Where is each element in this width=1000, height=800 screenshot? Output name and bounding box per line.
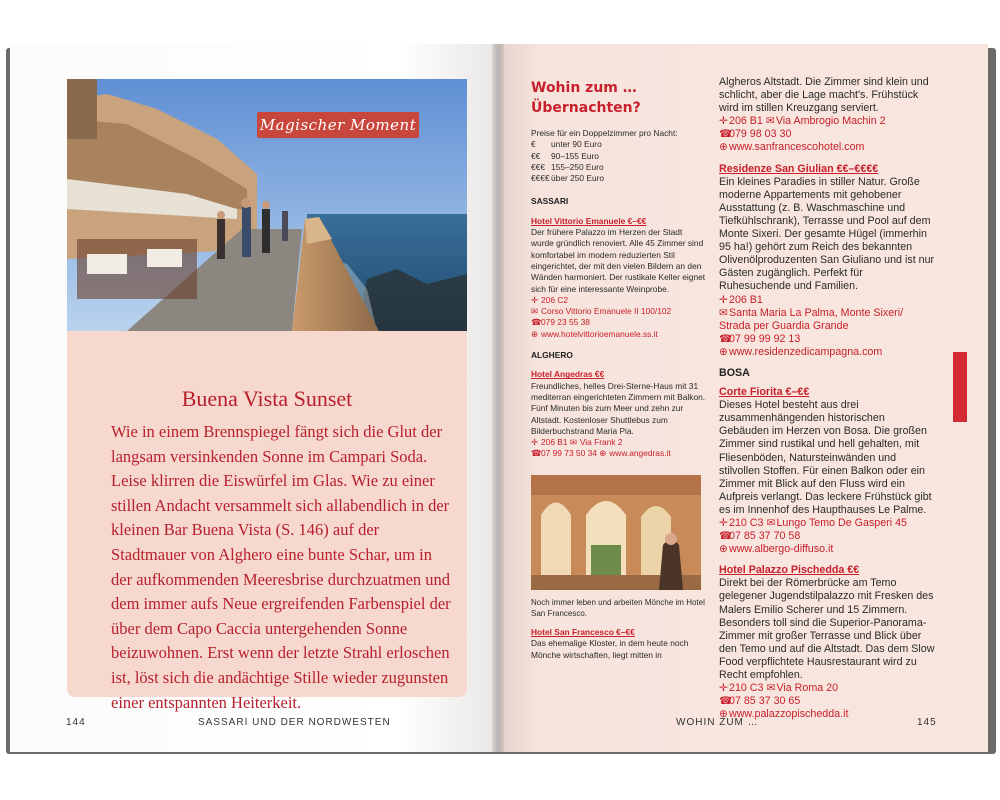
- phone-icon: ☎: [531, 317, 542, 328]
- address: Lungo Temo De Gasperi 45: [776, 517, 907, 529]
- photo-caption: Noch immer leben und arbeiten Mönche im Hotel San Francesco.: [531, 598, 705, 618]
- map-pin-icon: ✛: [719, 517, 728, 529]
- hotel-description: Dieses Hotel besteht aus drei zusammenhängenden historischen Gebäuden im Herzen von Bosa. Die großen Zimmer sind rustikal und hell gehalten, mit Fliesenböden, Natursteinwänden und stilvollen Stoffen. Für einen Balkon oder ein Zimmer mit Blick auf den Fluss wird ein Aufpreis verlangt. Das leckere Frühstück gibt es im Innenhof des Haupthauses Le Palme.: [719, 399, 932, 516]
- map-ref: 206 B1: [729, 293, 763, 306]
- hotel-entry: [719, 163, 937, 359]
- phone-icon: ☎: [719, 128, 733, 141]
- hotel-description-continued: Algheros Altstadt. Die Zimmer sind klein und schlicht, aber die Lage macht's. Frühstück wird im stillen Kreuzgang serviert.: [719, 76, 929, 115]
- address: Via Ambrogio Machin 2: [775, 115, 886, 128]
- map-ref: 210 C3: [729, 682, 764, 695]
- map-pin-icon: ✛: [719, 682, 728, 695]
- hotel-entry: [719, 564, 937, 721]
- hotel-name: Corte Fiorita €–€€: [719, 386, 810, 399]
- region-sassari: SASSARI: [531, 196, 569, 207]
- envelope-icon: ✉: [569, 437, 577, 448]
- region-alghero: ALGHERO: [531, 350, 573, 361]
- left-running-head: SASSARI UND DER NORDWESTEN: [198, 717, 391, 728]
- address: Santa Maria La Palma, Monte Sixeri/ Strada per Guardia Grande: [719, 306, 904, 332]
- hotel-entry: [531, 216, 706, 340]
- map-ref: 210 C3: [729, 517, 764, 529]
- hotel-description: Der frühere Palazzo im Herzen der Stadt wurde gründlich renoviert. Alle 45 Zimmer sind komfortabel im modern reduzierten Stil eingerichtet, der mit den vielen Bildern an den Wänden harmoniert. Der rustikale Keller eignet sich für eine interessante Weinprobe.: [531, 227, 706, 294]
- phone-icon: ☎: [719, 695, 733, 708]
- hotel-name: Hotel San Francesco €–€€: [531, 627, 635, 638]
- envelope-icon: ✉: [766, 682, 776, 695]
- address: Corso Vittorio Emanuele II 100/102: [541, 306, 672, 317]
- right-column-1: [531, 78, 706, 668]
- website-link[interactable]: www.palazzopischedda.it: [729, 708, 849, 721]
- envelope-icon: ✉: [765, 115, 775, 128]
- right-column-2: [719, 76, 937, 729]
- hotel-entry-continued: [719, 76, 937, 155]
- map-ref: 206 B1: [729, 115, 763, 128]
- envelope-icon: ✉: [531, 306, 539, 317]
- hotel-entry: [531, 627, 706, 661]
- hotel-description: Direkt bei der Römerbrücke am Temo gelegener Jugendstilpalazzo mit Fresken des Malers Emilio Scherer und 15 Zimmern. Besonders toll sind die Superior-Panorama-Zimmer mit großer Terrasse und Blick über den Temo und auf die Altstadt. Das dem Slow Food verpflichtete Hausrestaurant wird zu Recht empfohlen.: [719, 577, 935, 682]
- map-pin-icon: ✛: [531, 294, 539, 305]
- magic-moment-badge: Magischer Moment: [257, 112, 419, 138]
- cloister-photo: [531, 475, 701, 590]
- magic-moment-card: [67, 79, 467, 712]
- website-link[interactable]: www.residenzedicampagna.com: [729, 345, 883, 358]
- section-heading-line1: Wohin zum …: [531, 80, 637, 96]
- phone-icon: ☎: [531, 448, 542, 459]
- website-link[interactable]: www.angedras.it: [609, 448, 671, 459]
- map-pin-icon: ✛: [531, 437, 539, 448]
- price-row: €€€€über 250 Euro: [531, 173, 605, 184]
- website-link[interactable]: www.albergo-diffuso.it: [729, 543, 834, 556]
- phone: 07 85 37 30 65: [729, 695, 801, 708]
- globe-icon: ⊕: [719, 708, 728, 721]
- phone-icon: ☎: [719, 332, 733, 345]
- section-heading-line2: Übernachten?: [531, 100, 641, 116]
- globe-icon: ⊕: [719, 345, 728, 358]
- map-pin-icon: ✛: [719, 115, 728, 128]
- hotel-entry: [719, 386, 937, 556]
- phone: 07 85 37 70 58: [729, 530, 801, 543]
- region-bosa: BOSA: [719, 366, 750, 379]
- hotel-description: Freundliches, helles Drei-Sterne-Haus mit 31 mediterran eingerichteten Zimmern mit Balkon. Fünf Minuten bis zum Meer und zehn zur Altstadt. Kostenloser Shuttlebus zum Bilderbuchstrand Maria Pia.: [531, 380, 706, 436]
- phone-icon: ☎: [719, 530, 733, 543]
- hotel-name: Hotel Angedras €€: [531, 369, 605, 380]
- envelope-icon: ✉: [719, 306, 728, 319]
- price-intro: Preise für ein Doppelzimmer pro Nacht:: [531, 128, 678, 138]
- globe-icon: ⊕: [719, 543, 728, 556]
- phone: 079 23 55 38: [541, 317, 590, 328]
- right-page-number: 145: [917, 717, 937, 728]
- phone: 079 98 03 30: [729, 128, 792, 141]
- left-page-number: 144: [66, 717, 86, 728]
- globe-icon: ⊕: [599, 448, 607, 459]
- map-pin-icon: ✛: [719, 293, 728, 306]
- price-row: €€€ 155–250 Euro: [531, 161, 604, 172]
- website-link[interactable]: www.hotelvittorioemanuele.ss.it: [541, 328, 658, 339]
- hotel-name: Hotel Vittorio Emanuele €–€€: [531, 215, 647, 226]
- hotel-name: Hotel Palazzo Pischedda €€: [719, 564, 860, 577]
- chapter-tab: [953, 352, 967, 422]
- price-row: € unter 90 Euro: [531, 139, 602, 150]
- map-ref: 206 C2: [541, 294, 569, 305]
- article-text: Wie in einem Brennspiegel fängt sich die Glut der langsam versinkenden Sonne im Campari Soda. Leise klirren die Eiswürfel im Glas. Wie zu einer stillen Andacht versammelt sich allabendlich in der kleinen Bar Buena Vista (S. 146) auf der Stadtmauer von Alghero eine bunte Schar, um in der aufkommenden Meeresbrise durchzuatmen und dem immer aufs Neue ergreifenden Farbenspiel der über dem Capo Caccia untergehenden Sonne beizuwohnen. Erst wenn der letzte Strahl erloschen ist, löst sich die andächtige Stille wieder zugunsten einer entspannten Heiterkeit.: [111, 422, 451, 712]
- left-page: [10, 44, 496, 752]
- hotel-description: Das ehemalige Kloster, in dem heute noch Mönche wirtschaften, liegt mitten in: [531, 638, 689, 660]
- phone: 07 99 99 92 13: [729, 332, 801, 345]
- right-running-head: WOHIN ZUM …: [676, 717, 759, 728]
- globe-icon: ⊕: [719, 141, 728, 154]
- map-ref: 206 B1: [541, 437, 568, 448]
- hotel-description: Ein kleines Paradies in stiller Natur. Große moderne Appartements mit gehobener Ausstattung (z. B. Waschmaschine und Tiefkühlschrank), Terrasse und Pool auf dem Monte Sixeri. Der gesamte Hügel (immerhin 95 ha!) gehört zum Reich des bekannten Olivenölproduzenten San Giuliano und ist nur Gästen zugänglich. Perfekt für Ruhesuchende und Familien.: [719, 175, 935, 293]
- phone: 07 99 73 50 34: [541, 448, 597, 459]
- address: Via Roma 20: [776, 682, 839, 695]
- hotel-entry: [531, 369, 706, 459]
- address: Via Frank 2: [579, 437, 623, 448]
- book-gutter: [492, 44, 504, 752]
- price-row: €€ 90–155 Euro: [531, 150, 599, 161]
- website-link[interactable]: www.sanfrancescohotel.com: [729, 141, 865, 154]
- envelope-icon: ✉: [766, 517, 776, 529]
- hotel-name: Residenze San Giulian €€–€€€€: [719, 162, 879, 175]
- globe-icon: ⊕: [531, 328, 539, 339]
- article-title: Buena Vista Sunset: [181, 386, 353, 411]
